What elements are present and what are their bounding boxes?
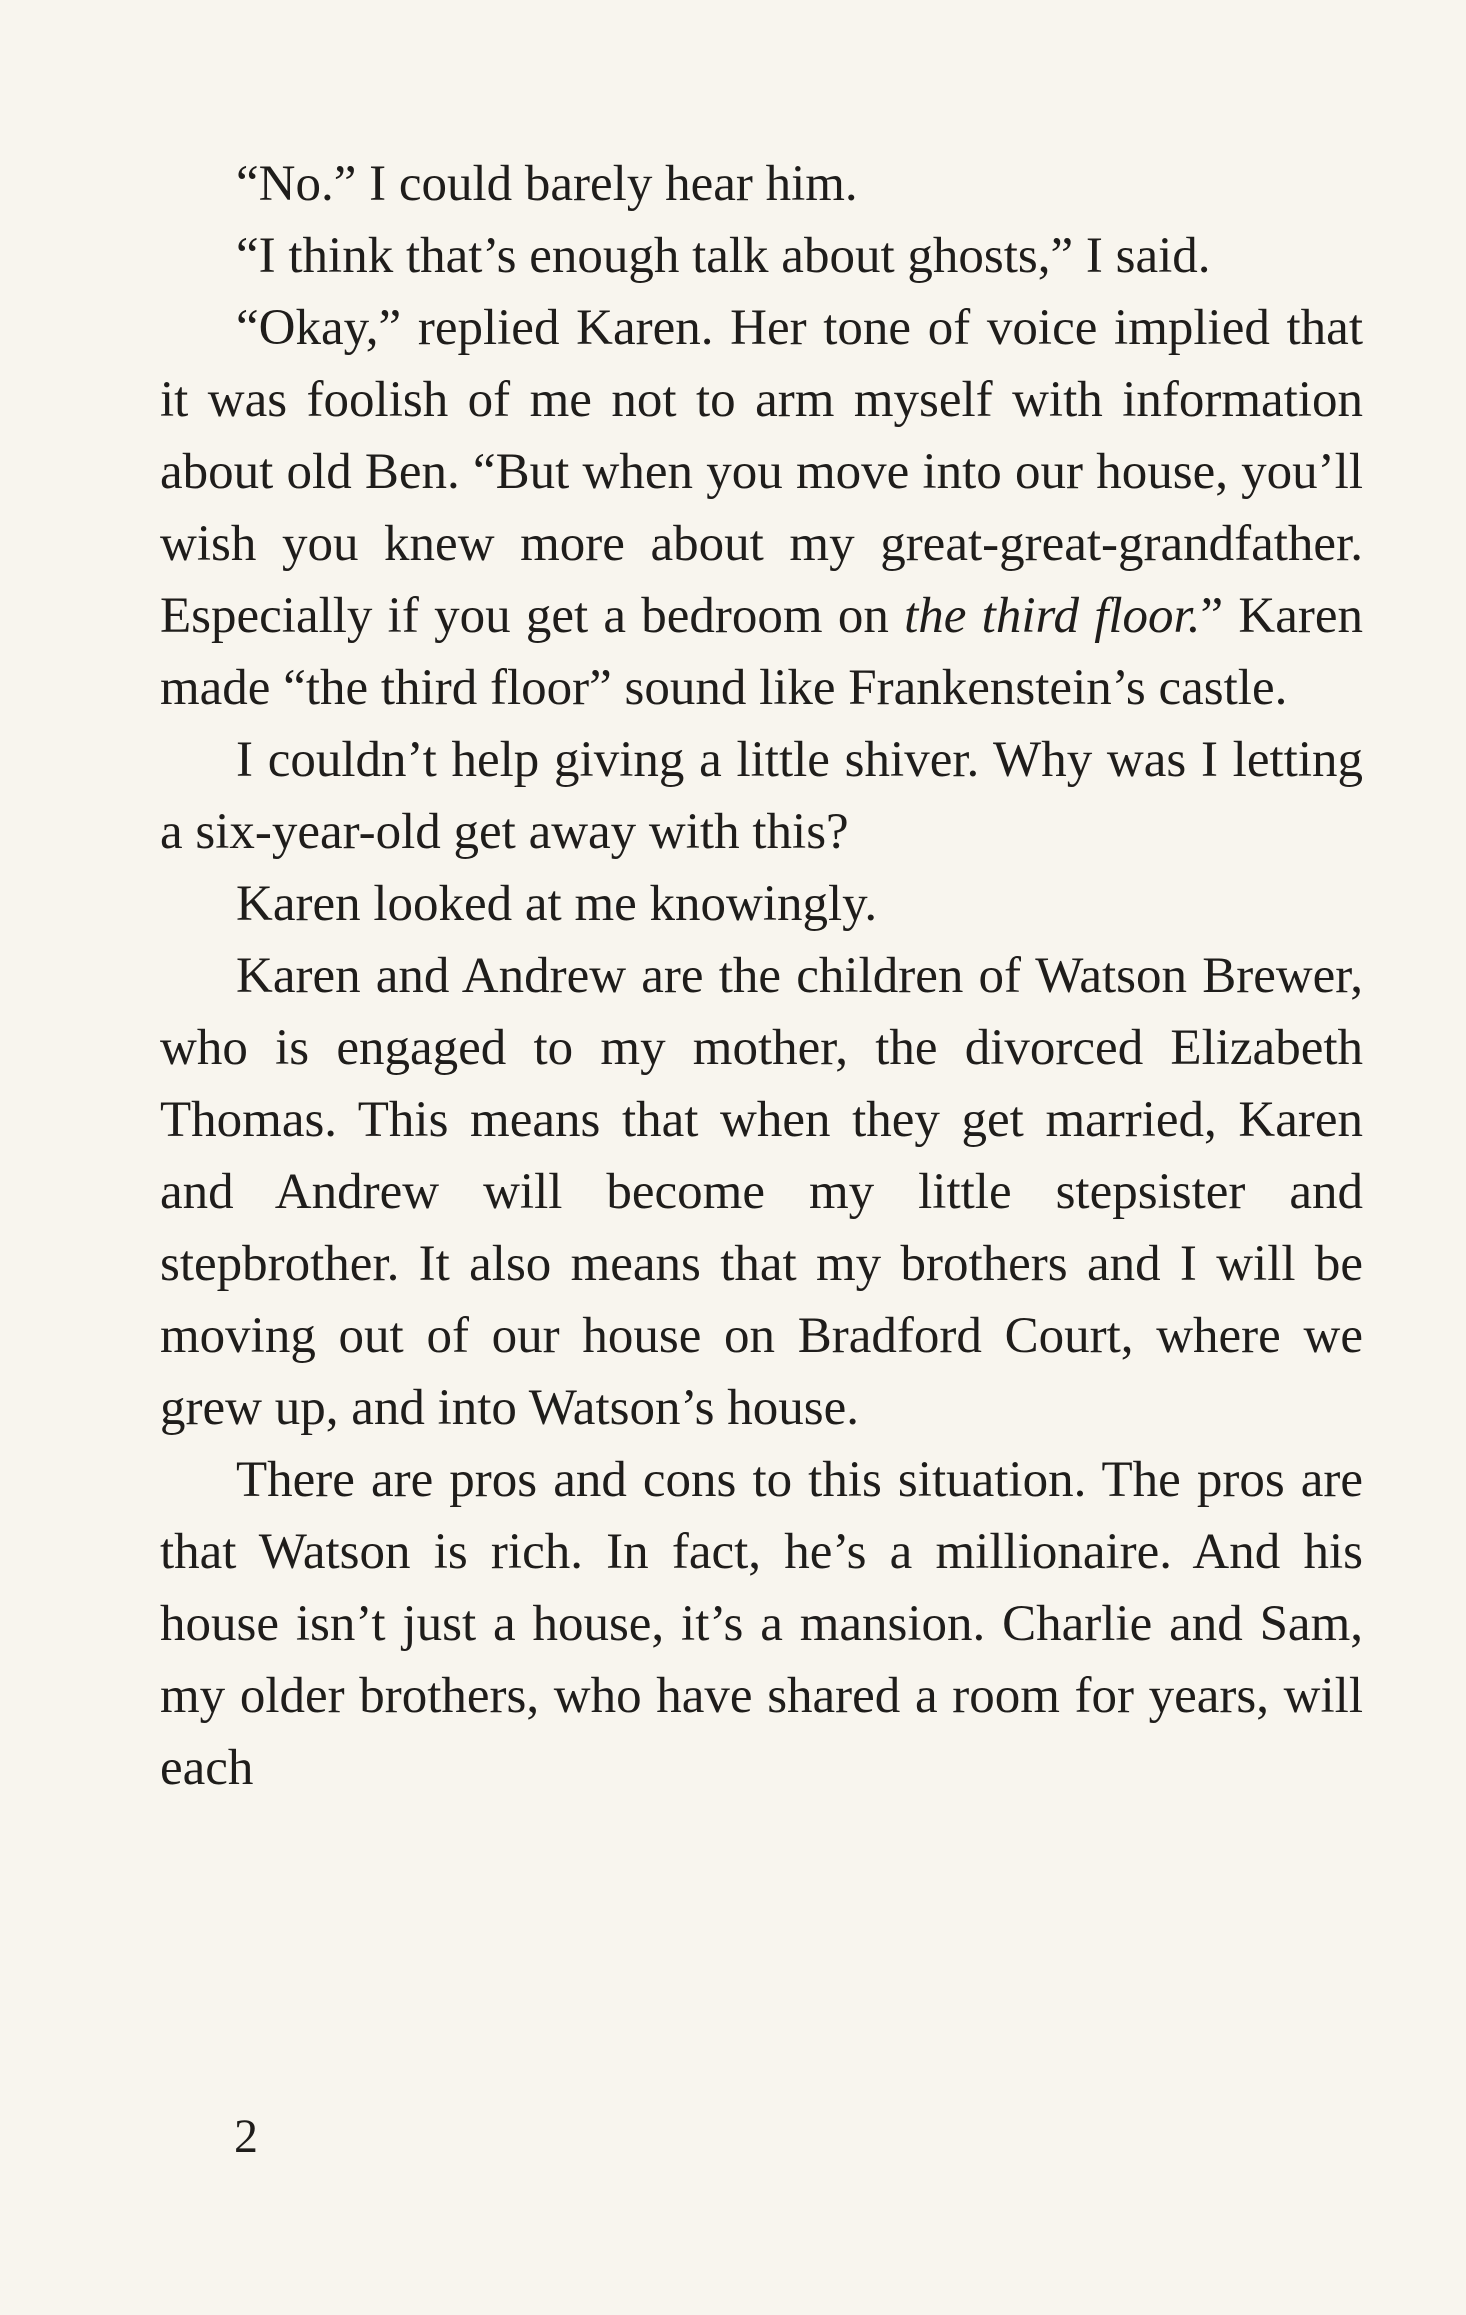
paragraph-1 — [160, 148, 1363, 220]
paragraph-3-text-part-1: “Okay,” replied Karen. Her tone of voice implied that it was foolish of me not to arm myself with information about old Ben. “But when you move into our house, you’ll wish you knew more about my great-great-grandfather. Especially if you get a bedroom on — [160, 300, 1363, 644]
paragraph-4-text: I couldn’t help giving a little shiver. Why was I letting a six-year-old get away with this? — [160, 732, 1363, 860]
paragraph-6-text: Karen and Andrew are the children of Watson Brewer, who is engaged to my mother, the divorced Elizabeth Thomas. This means that when they get married, Karen and Andrew will become my little stepsister and stepbrother. It also means that my brothers and I will be moving out of our house on Bradford Court, where we grew up, and into Watson’s house. — [160, 948, 1363, 1436]
paragraph-2-text: “I think that’s enough talk about ghosts,” I said. — [236, 228, 1211, 284]
paragraph-5 — [160, 868, 1363, 940]
paragraph-1-text: “No.” I could barely hear him. — [236, 156, 858, 212]
paragraph-7 — [160, 1444, 1363, 1804]
paragraph-7-text: There are pros and cons to this situation. The pros are that Watson is rich. In fact, he’s a millionaire. And his house isn’t just a house, it’s a mansion. Charlie and Sam, my older brothers, who have shared a room for years, will each — [160, 1452, 1363, 1796]
paragraph-6 — [160, 940, 1363, 1444]
page-number: 2 — [234, 2110, 258, 2163]
paragraph-4 — [160, 724, 1363, 868]
body-text — [160, 148, 1363, 1804]
paragraph-3 — [160, 292, 1363, 724]
paragraph-5-text: Karen looked at me knowingly. — [236, 876, 878, 932]
paragraph-3-italic-phrase: the third floor. — [904, 588, 1201, 644]
paragraph-2 — [160, 220, 1363, 292]
paragraph-3-text-part-2: ” Karen made “the third floor” sound like Frankenstein’s castle. — [160, 588, 1363, 716]
